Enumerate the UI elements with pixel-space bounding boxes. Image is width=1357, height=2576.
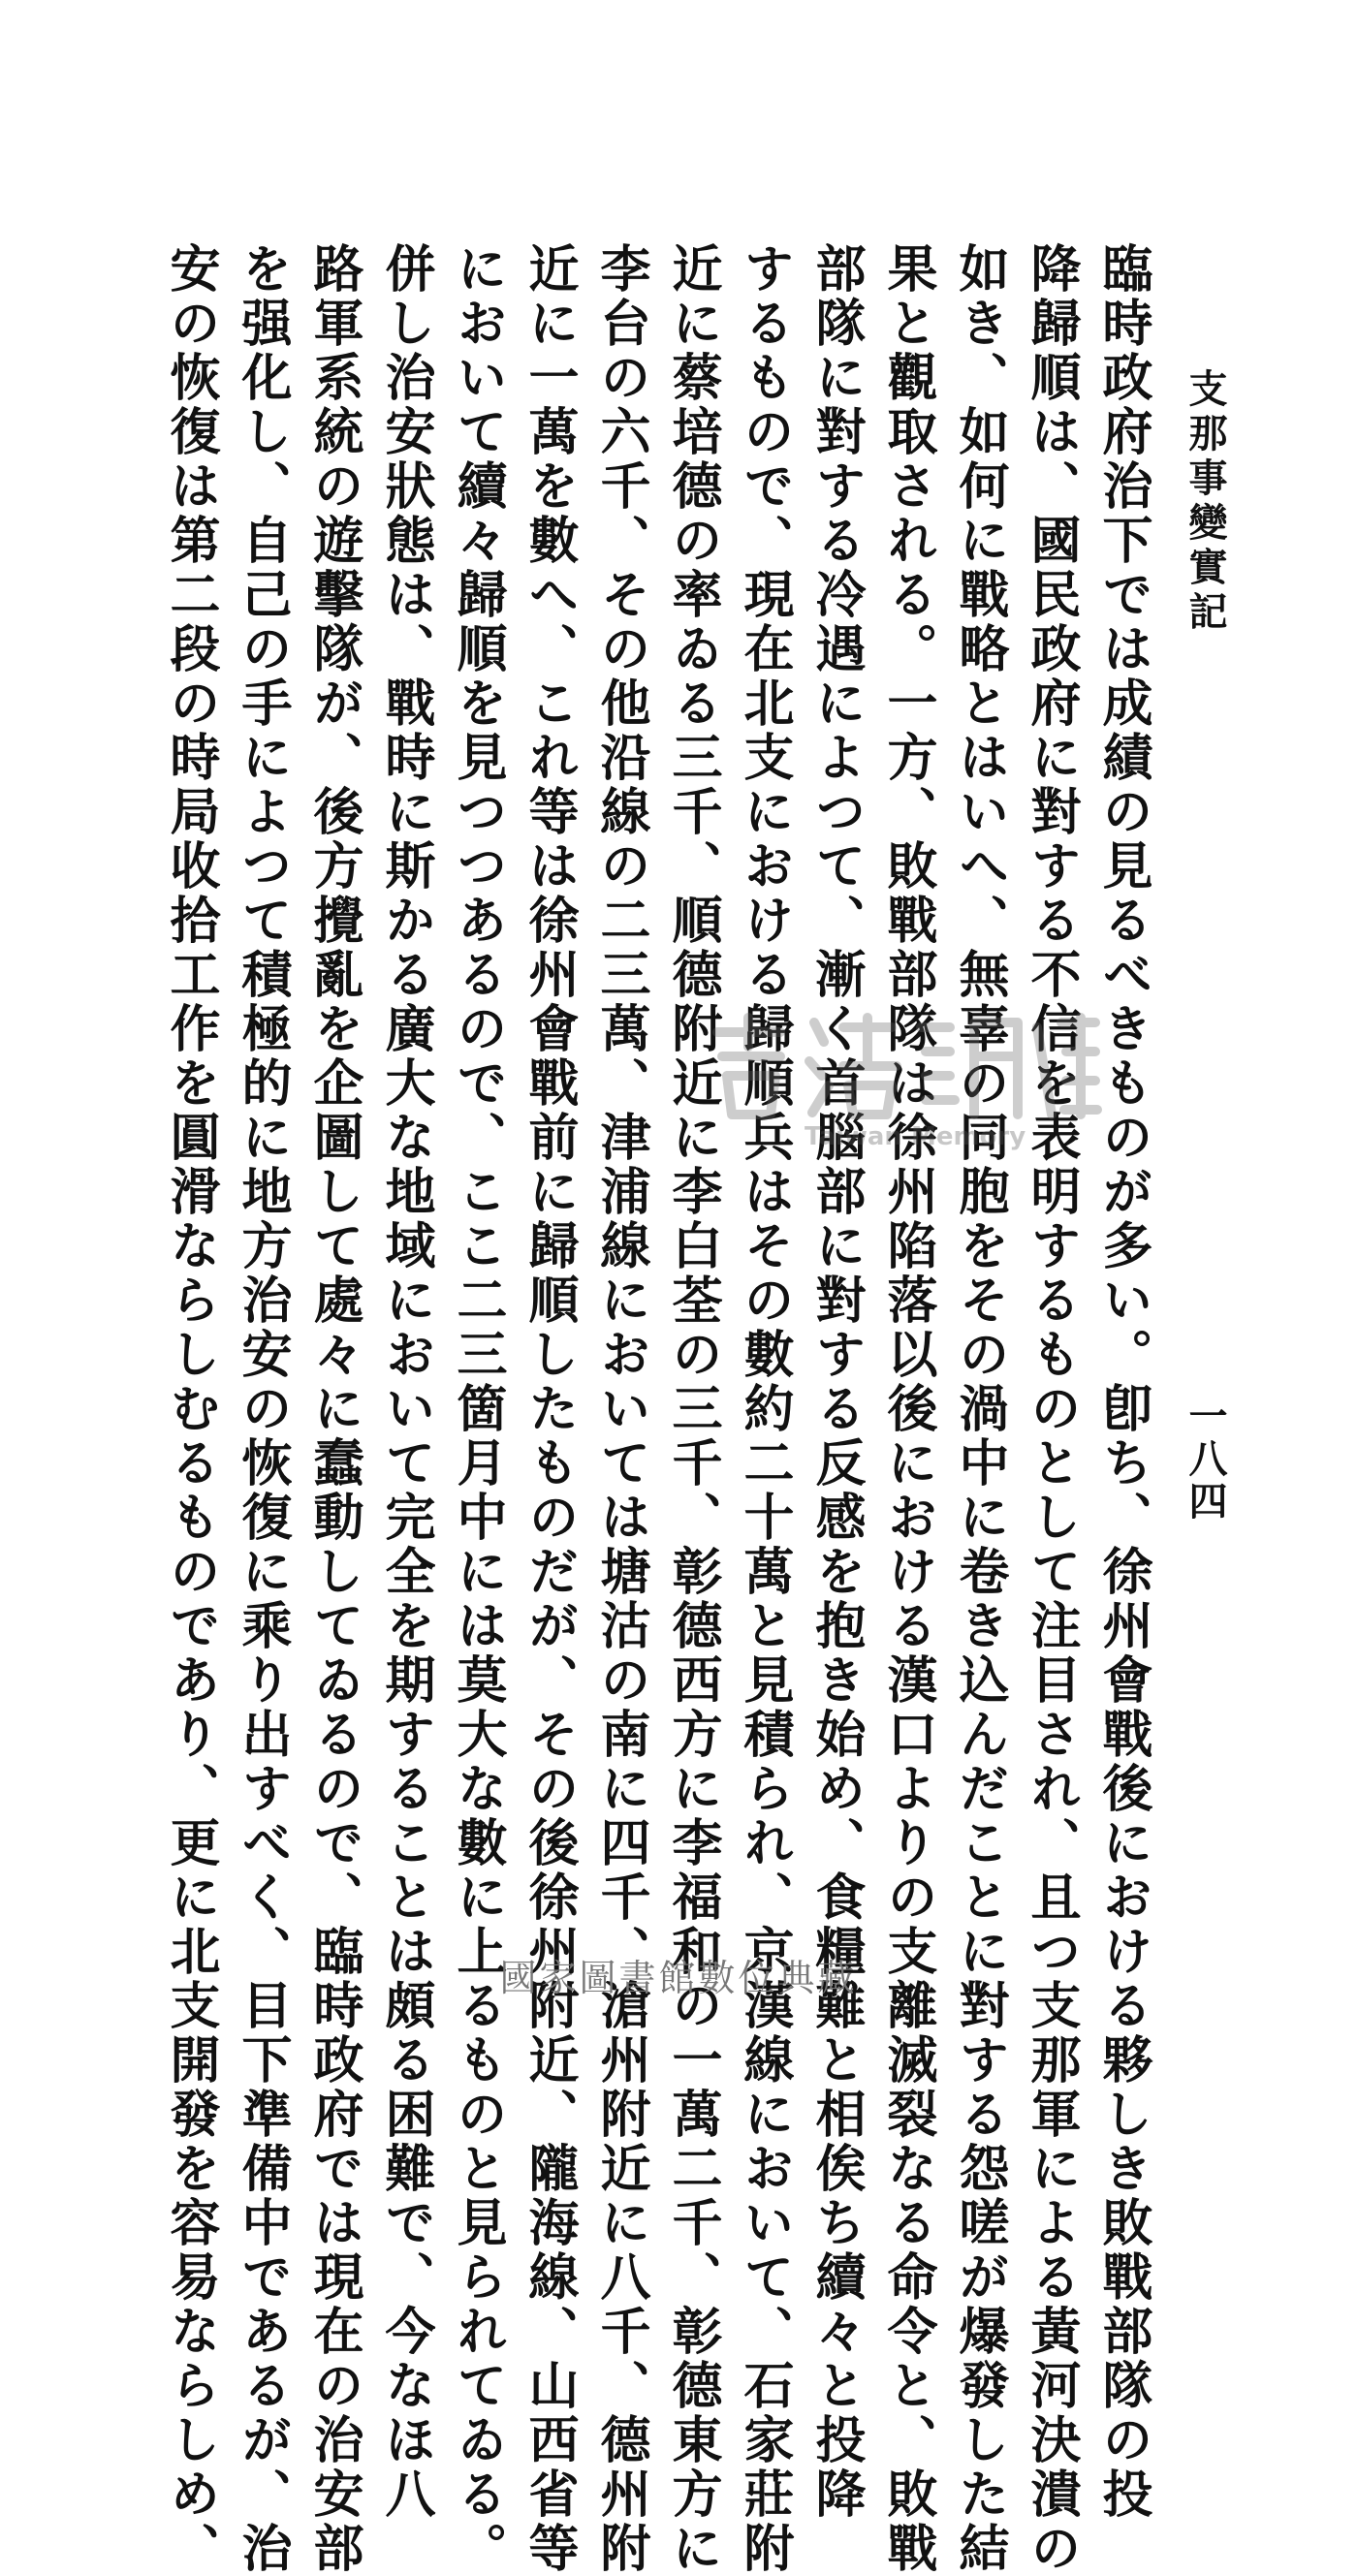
- text-column-5: 部隊に對する冷遇によつて、漸く首腦部に對する反感を抱き始め、食糧難と相俟ち續々と投降: [806, 242, 866, 2522]
- text-column-2: 降歸順は、國民政府に對する不信を表明するものとして注目され、且つ支那軍による黃河決潰の: [1022, 242, 1081, 2576]
- page-number: 一八四: [1183, 1396, 1228, 1524]
- running-head: 支那事變實記: [1183, 368, 1228, 636]
- text-column-7: 近に蔡培德の率ゐる三千、順德附近に李白荃の三千、彰德西方に李福和の一萬二千、彰德東方に: [663, 242, 722, 2576]
- text-column-13: を强化し、自己の手によつて積極的に地方治安の恢復に乘り出すべく、目下準備中であるが、治: [233, 242, 292, 2576]
- text-column-9: 近に一萬を數へ、これ等は徐州會戰前に歸順したものだが、その後徐州附近、隴海線、山西省等: [520, 242, 579, 2576]
- text-column-11: 併し治安狀態は、戰時に斯かる廣大な地域において完全を期することは頗る困難で、今なほ八: [376, 242, 435, 2522]
- text-column-14: 安の恢復は第二段の時局收拾工作を圓滑ならしむるものであり、更に北支開發を容易ならしめ、: [161, 242, 220, 2576]
- text-column-8: 李台の六千、その他沿線の二三萬、津浦線においては塘沽の南に四千、滄州附近に八千、德州附: [591, 242, 650, 2576]
- text-column-6: するもので、現在北支における歸順兵はその數約二十萬と見積られ、京漢線において、石家莊附: [735, 242, 794, 2576]
- text-column-12: 路軍系統の遊擊隊が、後方攪亂を企圖して處々に蠢動してゐるので、臨時政府では現在の治安部: [304, 242, 363, 2576]
- text-column-4: 果と觀取される。一方、敗戰部隊は徐州陷落以後における漢口よりの支離滅裂なる命令と、敗戰: [878, 242, 937, 2576]
- text-column-1: 臨時政府治下では成績の見るべきものが多い。卽ち、徐州會戰後における夥しき敗戰部隊の投: [1093, 242, 1152, 2522]
- text-column-3: 如き、如何に戰略とはいへ、無辜の同胞をその渦中に卷き込んだことに對する怨嗟が爆發した結: [950, 242, 1009, 2576]
- text-column-10: において續々歸順を見つつあるので、ここ二三箇月中には莫大な數に上るものと見られてゐる。: [448, 242, 507, 2576]
- footer-credit: 國家圖書館數位典藏: [499, 1957, 858, 1999]
- watermark-caption: Taiwan Memory: [805, 1122, 1026, 1151]
